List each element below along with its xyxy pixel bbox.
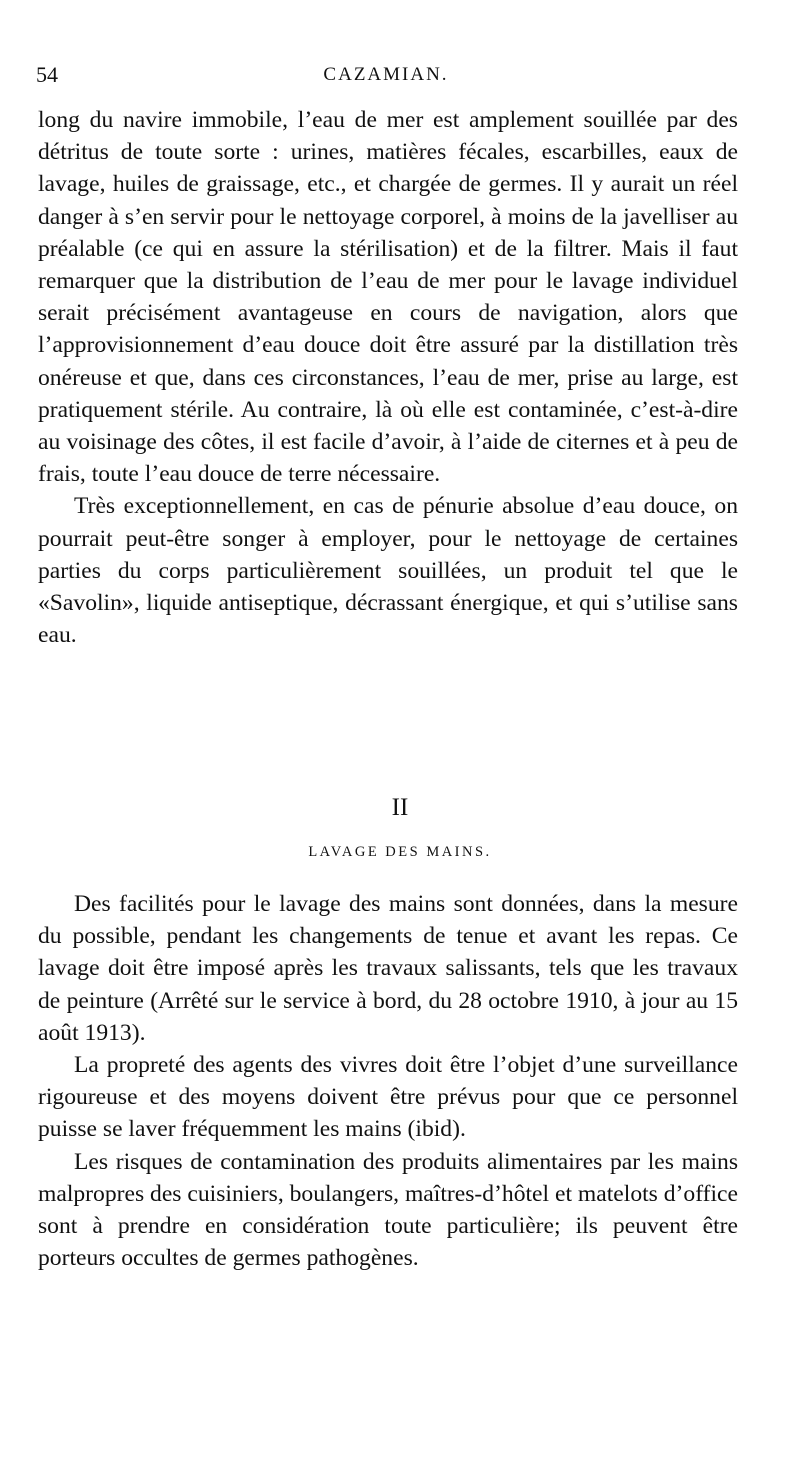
- body-text-bottom: [38, 888, 738, 1274]
- section-number: II: [391, 794, 409, 821]
- paragraph: Très exceptionnellement, en cas de pénurie absolue d’eau douce, on pourrait peut-être songer à employer, pour le nettoyage de certaines parties du corps particulièrement souillées, un produit tel que le «Savolin», liquide antiseptique, décrassant énergique, et qui s’utilise sans eau.: [38, 493, 738, 649]
- page-header: [36, 62, 736, 92]
- running-head: CAZAMIAN.: [323, 64, 449, 85]
- page-number: 54: [36, 62, 58, 87]
- body-text-top: [38, 104, 738, 651]
- paragraph: Les risques de contamination des produits alimentaires par les mains malpropres des cuisiniers, boulangers, maîtres-d’hôtel et matelots d’office sont à prendre en considération toute particulière; ils peuvent être porteurs occultes de germes pathogènes.: [38, 1148, 738, 1272]
- paragraph: La propreté des agents des vivres doit être l’objet d’une surveillance rigoureuse et des moyens doivent être prévus pour que ce personnel puisse se laver fréquemment les mains (ibid).: [38, 1052, 738, 1143]
- paragraph: long du navire immobile, l’eau de mer est amplement souillée par des détritus de toute sorte : urines, matières fécales, escarbilles, eaux de lavage, huiles de graissage, etc., et chargée de germes. Il y aurait un réel danger à s’en servir pour le nettoyage corporel, à moins de la javelliser au préalable (ce qui en assure la stérilisation) et de la filtrer. Mais il faut remarquer que la distribution de l’eau de mer pour le lavage individuel serait précisément avantageuse en cours de navigation, alors que l’approvisionnement d’eau douce doit être assuré par la distillation très onéreuse et que, dans ces circonstances, l’eau de mer, prise au large, est pratiquement stérile. Au contraire, là où elle est contaminée, c’est-à-dire au voisinage des côtes, il est facile d’avoir, à l’aide de citernes et à peu de frais, toute l’eau douce de terre nécessaire.: [38, 107, 738, 488]
- section-title: LAVAGE DES MAINS.: [308, 844, 492, 860]
- paragraph: Des facilités pour le lavage des mains sont données, dans la mesure du possible, pendant les changements de tenue et avant les repas. Ce lavage doit être imposé après les travaux salissants, tels que les travaux de peinture (Arrêté sur le service à bord, du 28 octobre 1910, à jour au 15 août 1913).: [38, 891, 738, 1046]
